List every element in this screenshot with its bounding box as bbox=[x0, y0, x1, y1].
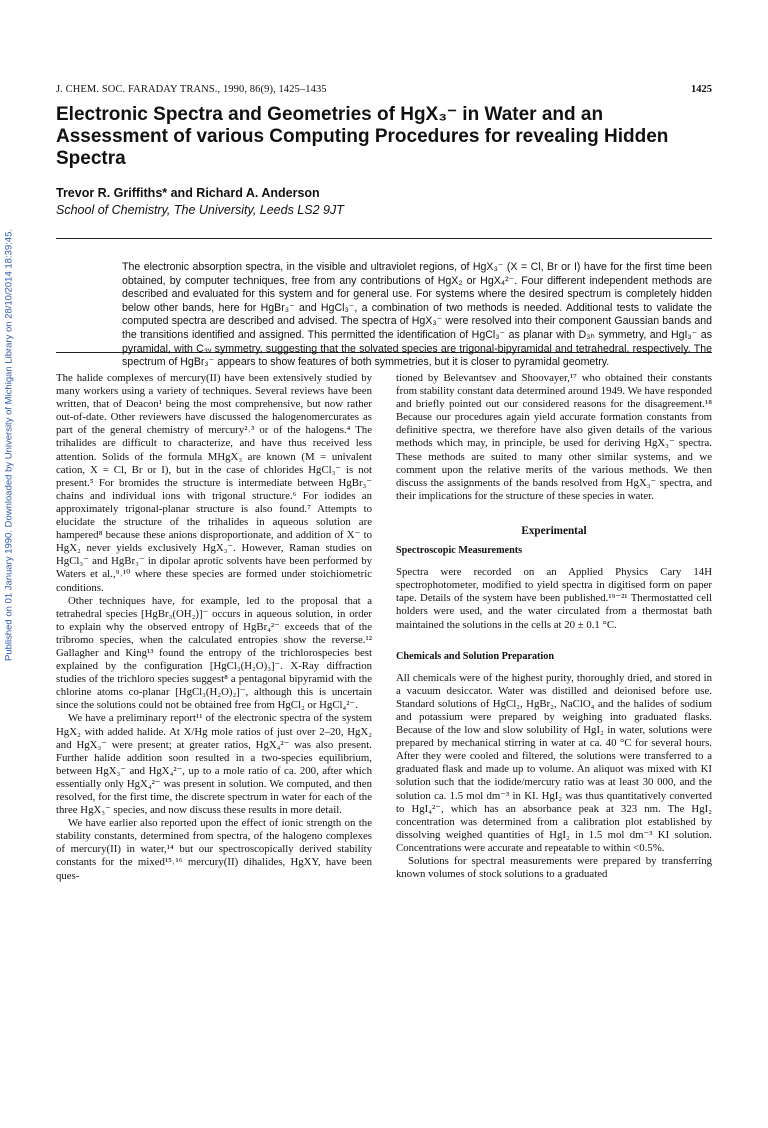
chemicals-paragraph: All chemicals were of the highest purity, thoroughly dried, and stored in a vacuum desiccator. Water was distilled and deionised before use. Standard solutions of HgCl₂, HgBr₂, NaClO₄ and the halides of sodium and potassium were prepared by weighing into graduated flasks. Because of the low and slow solubility of HgI₂ in water, solutions were prepared by mechanical stirring in water at ca. 40 °C for several hours. After they were cooled and filtered, the solutions were transferred to a graduated flask and made up to volume. An aliquot was mixed with KI solution such that the iodide/mercury ratio was at least 30 000, and the solution ca. 1.5 mol dm⁻³ in KI. HgI₂ was thus quantitatively converted to HgI₄²⁻, which has an absorbance peak at 323 nm. The HgI₂ concentration was determined from a calibration plot established by dissolving weighed quantities of HgI₂ in 1.5 mol dm⁻³ KI solution. Concentrations were accurate and repeatable to within <0.5%. bbox=[396, 671, 712, 854]
affiliation: School of Chemistry, The University, Leeds LS2 9JT bbox=[56, 203, 344, 217]
intro-paragraph-3: We have a preliminary report¹¹ of the electronic spectra of the system HgX₂ with added halide. At X/Hg mole ratios of just over 2–20, HgX₂ and HgX₃⁻ were present; at greater ratios, HgX₄²⁻ was also present. Further halide addition soon resulted in a two-species equilibrium, between HgX₃⁻ and HgX₄²⁻, up to a mole ratio of ca. 200, after which essentially only HgX₄²⁻ was present in solution. We computed, and then resolved, for the first time, the discrete spectrum in water for each of the three HgX₃⁻ species, and now discuss these results in more detail. bbox=[56, 712, 372, 817]
abstract-top-rule bbox=[56, 238, 712, 239]
intro-paragraph-2: Other techniques have, for example, led to the proposal that a tetrahedral species [HgBr₃(OH₂)]⁻ occurs in aqueous solution, in order to explain why the observed entropy of HgBr₄²⁻ exceeds that of the tribromo species, when the calculated entropies show the reverse.¹² Gallagher and King¹³ found the entropy of the trichlorospecies best explained by the configuration [HgCl₃(H₂O)₃]⁻. X-Ray diffraction studies of the trichloro species suggest⁸ a pentagonal bipyramid with the chlorine atoms co-planar [HgCl₃(H₂O)₂]⁻, although this is uncertain since the solutions could not be obtained free from HgCl₂ or HgCl₄²⁻. bbox=[56, 594, 372, 712]
subsection-heading-spectroscopic: Spectroscopic Measurements bbox=[396, 545, 523, 557]
download-notice-text: Published on 01 January 1990. Downloaded by University of Michigan Library on 28/10/2014 18:39:45. bbox=[3, 228, 15, 662]
running-head bbox=[56, 84, 712, 98]
page-number: 1425 bbox=[691, 84, 712, 95]
intro-paragraph-1: The halide complexes of mercury(II) have been extensively studied by many workers using a variety of techniques. Several reviews have been written, that of Deacon¹ being the most comprehensive, but now rather out-of-date. Other reviewers have discussed the halogenomercurates as part of the general chemistry of mercury²˒³ or of the halogens.⁴ The trihalides are difficult to characterize, and have thus received less attention. Solids of the formula MHgX₃ are known (M = univalent cation, X = Cl, Br or I), but in the case of chlorides HgCl₃⁻ is not present.⁵ For bromides the structure is intermediate between HgBr₃⁻ chains and individual ions with trigonal structure.⁶ For iodides an approximately trigonal-planar structure is also found.⁷ Attempts to elucidate the structure of the trihalides in aqueous solution are hampered⁸ because these anions disproportionate, and addition of X⁻ to HgX₂ never yields exclusively HgX₃⁻. However, Raman studies on HgCl₃⁻ and HgBr₃⁻ in dipolar aprotic solvents have been performed by Waters et al.,⁹˒¹⁰ where these species are formed under stoichiometric conditions. bbox=[56, 372, 372, 594]
spectroscopic-paragraph: Spectra were recorded on an Applied Physics Cary 14H spectrophotometer, modified to yield spectra in digitised form on paper tape. Details of the system have been published.¹⁹⁻²¹ Thermostatted cell holders were used, and the water circulated from a thermostat bath maintained the solutions in the cells at 20 ± 0.1 °C. bbox=[396, 566, 712, 631]
article-title: Electronic Spectra and Geometries of HgX₃⁻ in Water and an Assessment of various Computing Procedures for revealing Hidden Spectra bbox=[56, 104, 669, 169]
section-gap bbox=[396, 632, 712, 644]
solutions-paragraph: Solutions for spectral measurements were prepared by transferring known volumes of stock solutions to a graduated bbox=[396, 855, 712, 881]
subsection-heading-chemicals: Chemicals and Solution Preparation bbox=[396, 650, 555, 662]
intro-paragraph-4: We have earlier also reported upon the effect of ionic strength on the stability constants, determined from spectra, of the halogeno complexes of mercury(II) in water,¹⁴ but our spectroscopically derived stability constants for the mixed¹⁵˒¹⁶ mercury(II) dihalides, HgXY, have been ques- bbox=[56, 817, 372, 882]
authors: Trevor R. Griffiths* and Richard A. Anderson bbox=[56, 186, 320, 200]
left-column bbox=[56, 372, 372, 883]
journal-citation: J. CHEM. SOC. FARADAY TRANS., 1990, 86(9), 1425–1435 bbox=[56, 84, 327, 95]
section-heading-experimental: Experimental bbox=[521, 524, 587, 537]
abstract: The electronic absorption spectra, in the visible and ultraviolet regions, of HgX₃⁻ (X = Cl, Br or I) have for the first time been obtained, by computer techniques, free from any contributions of HgX₂ or HgX₄²⁻. Four different independent methods are described and evaluated for this system and for general use. For systems where the desired spectrum is completely hidden below other bands, here for HgBr₃⁻ and HgCl₃⁻, a combination of two methods is needed. Additional tests to validate the computed spectra are described and advised. The spectra of HgX₃⁻ were resolved into their component Gaussian bands and the transitions identified and assigned. This permitted the identification of HgCl₃⁻ as planar with D₃ₕ symmetry, and HgI₃⁻ as pyramidal, with C₃ᵥ symmetry, suggesting that the solvated species are trigonal-bipyramidal and tetrahedral, respectively. The spectrum of HgBr₃⁻ appears to show features of both symmetries, but it is closer to pyramidal geometry. bbox=[122, 261, 712, 369]
abstract-bottom-rule bbox=[56, 352, 712, 353]
right-column bbox=[396, 372, 712, 881]
intro-paragraph-5: tioned by Belevantsev and Shoovayer,¹⁷ who obtained their constants from stability constant data determined around 1949. We have responded and briefly pointed out our considered reasons for the disagreement.¹⁸ Because our procedures again yield accurate formation constants from definitive spectra, we therefore have also given details of the various methods which may, in principle, be used for deriving HgX₃⁻ spectra. These methods are suited to many other similar systems, and we comment upon the relative merits of the various methods. We then discuss the assignments of the bands resolved from HgX₃⁻ spectra, and their implications for the structure of these species in water. bbox=[396, 372, 712, 502]
download-notice bbox=[2, 228, 16, 662]
